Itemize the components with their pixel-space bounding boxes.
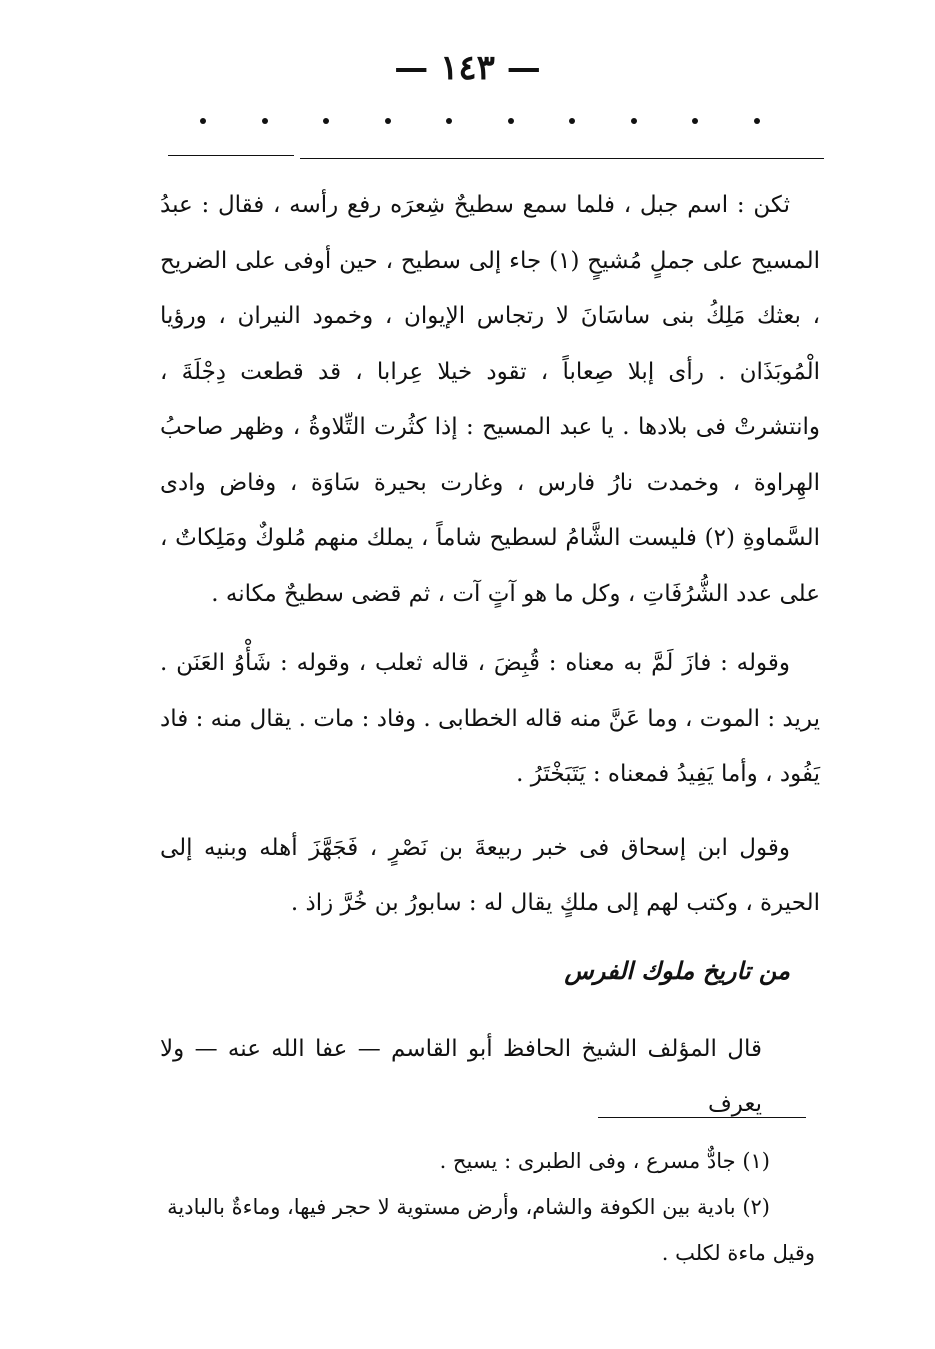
paragraph-word-meanings: وقوله : فازَ لَمَّ به معناه : قُبِضَ ، قاله ثعلب ، وقوله : شَأْوُ العَنَن . يريد : الموت ، وما عَنَّ منه قاله الخطابى . وفاد : مات . يقال منه : فاد يَفُود ، وأما يَفِيدُ فمعناه : يَتَبَخْتَرُ . — [160, 650, 820, 787]
paragraph-satih-prophecy: ثكن : اسم جبل ، فلما سمع سطيحٌ شِعرَه رفع رأسه ، فقال : عبدُ المسيح على جملٍ مُشيحٍ (١) جاء إلى سطيح ، حين أوفى على الضريح ، بعثك مَلِكُ بنى ساسَانَ لا رتجاس الإيوان ، وخمود النيران ، ورؤيا الْمُوبَذَان . رأى إبلا صِعاباً ، تقود خيلا عِرابا ، قد قطعت دِجْلَةَ ، وانتشرتْ فى بلادها . يا عبد المسيح : إذا كثُرت التِّلاوةُ ، وظهر صاحبُ الهِراوة ، وخمدت نارُ فارس ، وغارت بحيرة سَاوَة ، وفاض وادى السَّماوةِ (٢) فليست الشَّامُ لسطيح شاماً ، يملك منهم مُلوكٌ ومَلِكاتٌ ، على عدد الشُّرُفَاتِ ، وكل ما هو آتٍ آت ، ثم قضى سطيحٌ مكانه . — [160, 192, 820, 607]
ornament-dot — [508, 118, 514, 124]
ornament-dot — [200, 118, 206, 124]
ornament-dot — [385, 118, 391, 124]
ornament-dots — [200, 118, 760, 124]
footnote-2: (٢) بادية بين الكوفة والشام، وأرض مستوية لا حجر فيها، وماءةٌ بالبادية — [167, 1195, 770, 1219]
ornament-dot — [754, 118, 760, 124]
ornament-dot — [631, 118, 637, 124]
footnotes — [150, 1138, 815, 1276]
section-first-line: قال المؤلف الشيخ الحافظ أبو القاسم — عفا الله عنه — ولا يعرف — [160, 1036, 762, 1117]
ornament-dot — [262, 118, 268, 124]
footnote-1: (١) جادٌّ مسرع ، وفى الطبرى : يسيح . — [439, 1149, 770, 1173]
page-number: — ١٤٣ — — [394, 48, 541, 88]
footnote-rule — [598, 1117, 806, 1118]
body-text — [160, 178, 820, 932]
ornament-dot — [692, 118, 698, 124]
ornament-dot — [569, 118, 575, 124]
section-heading: من تاريخ ملوك الفرس — [564, 956, 790, 985]
footnote-2-continuation: وقيل ماءة لكلب . — [661, 1241, 815, 1265]
ornament-dot — [323, 118, 329, 124]
header-rule-long — [300, 158, 824, 159]
header-rule-short — [168, 155, 294, 156]
paragraph-ibn-ishaq: وقول ابن إسحاق فى خبر ربيعةَ بن نَصْرٍ ، فَجَهَّزَ أهله وبنيه إلى الحيرة ، وكتب لهم إلى ملكٍ يقال له : سابورُ بن خُرَّ زاذ . — [160, 834, 820, 916]
ornament-dot — [446, 118, 452, 124]
